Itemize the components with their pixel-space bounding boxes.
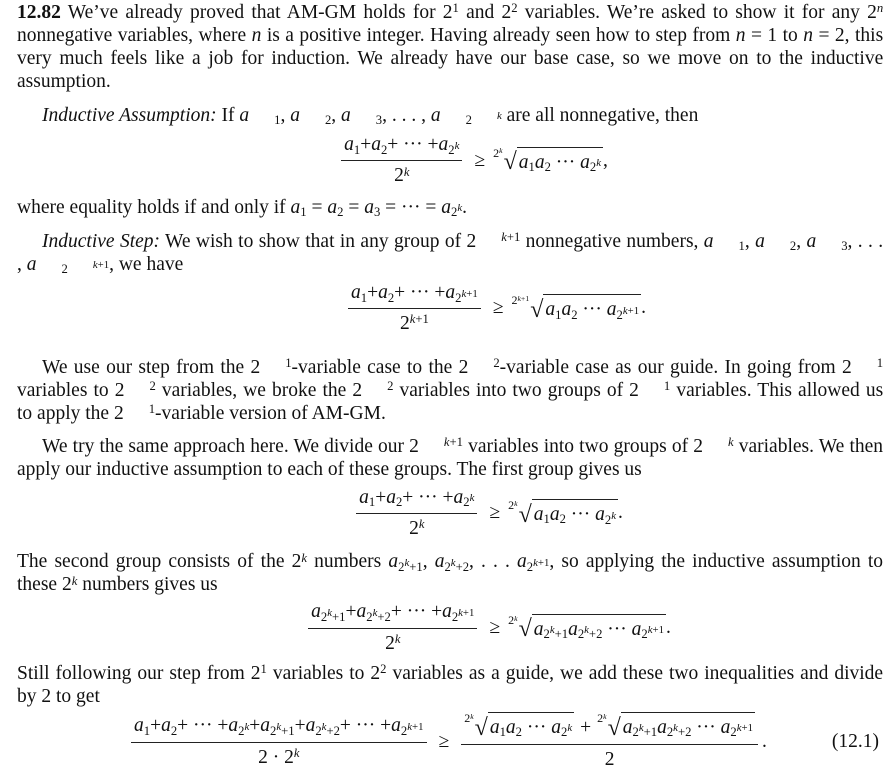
fraction <box>308 600 477 655</box>
superscript: 1 <box>148 401 156 416</box>
root-index: 2$^k$ <box>493 145 503 160</box>
superscript: k+1 <box>407 721 424 733</box>
superscript: k+1 <box>409 312 429 327</box>
subscript: 2k <box>463 492 475 510</box>
radicand: $a_1a_2$ ··· $a_{2^k}$ <box>488 712 574 739</box>
subscript: 3 <box>373 204 381 219</box>
numerator <box>461 712 758 743</box>
subscript: 1 <box>274 113 281 128</box>
root-index: 2$^k$ <box>508 498 518 513</box>
superscript: k <box>372 607 378 620</box>
subscript: 2 <box>387 290 395 305</box>
relation: ≥ <box>489 617 501 639</box>
denominator: $2^{k+1}$ <box>348 308 481 335</box>
paragraph-inductive-assumption: Inductive Assumption: If a $_1$, a $_2$, a $_3$, . . . , a $_{2 ^k}$ are all nonnegative, then <box>42 105 699 128</box>
superscript: k+1 <box>501 230 521 245</box>
nth-root-second <box>597 712 755 739</box>
numerator: a $_1$ + a $_2$ + ··· + a $_{2^k}$ + a $_{2^k +1}$ + a $_{2^k +2}$ + ··· + a $_{2^{k+1}}$ <box>134 715 424 738</box>
superscript: k+1 <box>92 259 110 272</box>
plus-sign: + <box>580 717 592 739</box>
superscript: 2 <box>493 355 500 370</box>
superscript: 1 <box>876 355 884 370</box>
numerator: a $_{2^k +1}$ + a $_{2^k +2}$ + ··· + a $_{2^{k+1}}$ <box>311 601 475 625</box>
subscript: 2 <box>515 725 522 740</box>
superscript: k <box>611 509 616 522</box>
fraction-lhs <box>131 714 427 769</box>
subscript: 1 <box>300 204 307 219</box>
subscript: 2k +2 <box>315 721 340 738</box>
paragraph-problem-intro: 12.82 We’ve already proved that AM-GM holds for $2^1$ and $2^2$ variables. We’re asked to show it for any 2$^n$ nonnegative variables, where n is a positive integer. Having already seen how to step from n = 1 to n = 2, this very much feels like a job for induction. We already have our base case, so we move on to the inductive assumption. <box>17 1 884 92</box>
superscript: k+1 <box>461 287 478 300</box>
superscript: k <box>514 498 518 508</box>
subscript: 2k+1 <box>400 721 424 738</box>
subscript: 2k <box>604 509 616 527</box>
superscript: k <box>457 202 463 215</box>
superscript: k <box>454 139 460 152</box>
superscript: k <box>496 110 502 123</box>
equation-12-1 <box>17 712 883 771</box>
paragraph-second-group: The second group consists of the 2$^k$ numbers $a_{2^k+1}$, $a_{2^k+2}$, . . . $a_{2^{k+1}}$, so applying the inductive assumption to these 2$^k$ numbers gives us <box>17 550 884 596</box>
subscript: 2k <box>448 139 460 157</box>
radicand: $a_1a_2$ ··· $a_{2^{k+1}}$ <box>543 294 641 321</box>
superscript: k <box>394 632 401 647</box>
subscript: 2k+1 <box>398 556 423 574</box>
subscript: 1 <box>738 238 745 253</box>
subscript: 2k+2 <box>577 624 603 642</box>
subscript: 2 <box>559 512 566 527</box>
subscript: 2k+1 <box>641 624 664 642</box>
denominator: 2 · 2$^k$ <box>131 742 427 769</box>
subscript: 2 <box>337 204 344 219</box>
superscript: 1 <box>260 662 267 677</box>
subscript: 2k+2 <box>444 556 470 574</box>
paragraph-inductive-step: Inductive Step: We wish to show that in any group of 2 $^{k+1}$ nonnegative numbers, a $_1$, a $_2$, a $_3$, . . . , a $_{2 ^{k+1}}$, we have <box>17 230 884 276</box>
superscript: k <box>596 157 601 169</box>
radicand: $a_{2^k+1}a_{2^k+2}$ ··· $a_{2^{k+1}}$ <box>532 614 666 641</box>
root-index: 2$^k$ <box>464 711 474 726</box>
equation-number: (12.1) <box>831 730 879 752</box>
paragraph-equality-condition: where equality holds if and only if $a_1 = a_2 = a_3$ = ··· = $a_{2^k}$. <box>17 196 468 219</box>
subscript: 1 <box>368 495 376 510</box>
paragraph-add-inequalities: Still following our step from $2^1$ variables to $2^2$ variables as a guide, we add these two inequalities and divide by 2 to get <box>17 662 884 708</box>
radicand: $a_1a_2$ ··· $a_{2^k}$ <box>517 147 603 174</box>
superscript: k <box>450 556 456 569</box>
equation-second-group <box>92 600 883 655</box>
nth-root <box>508 499 618 526</box>
superscript: k <box>327 607 333 620</box>
superscript: 1 <box>285 355 292 370</box>
radical-sign-icon: √ <box>503 149 517 176</box>
subscript: 2 <box>544 159 551 174</box>
superscript: k <box>403 164 410 179</box>
numerator: a $_1$ + a $_2$ + ··· + a $_{2^k}$ <box>344 134 460 157</box>
superscript: k+1 <box>647 624 664 637</box>
superscript: k+1 <box>443 434 463 449</box>
subscript: 2k+1 <box>730 722 753 740</box>
numerator: a $_1$ + a $_2$ + ··· + a $_{2^{k+1}}$ <box>351 281 478 305</box>
superscript: 2 <box>387 378 394 393</box>
fraction <box>356 486 477 541</box>
subscript: 2k+1 <box>451 607 475 625</box>
superscript: k <box>71 573 78 588</box>
subscript: 2k+1 <box>632 722 658 740</box>
nth-root <box>511 294 641 321</box>
subscript: 2 <box>571 307 578 322</box>
radicand: $a_1a_2$ ··· $a_{2^k}$ <box>532 499 618 526</box>
radical-sign-icon: √ <box>518 616 532 643</box>
radicand: $a_{2^k+1}a_{2^k+2}$ ··· $a_{2^{k+1}}$ <box>621 712 755 739</box>
subscript: 2 k+1 <box>61 259 110 276</box>
subscript: 3 <box>841 238 848 253</box>
relation: ≥ <box>489 502 501 524</box>
superscript: k <box>567 722 573 735</box>
subscript: 2 <box>324 113 332 128</box>
radical-sign-icon: √ <box>607 714 621 741</box>
superscript: k <box>418 517 425 532</box>
nth-root-first <box>464 712 574 739</box>
numerator: a $_1$ + a $_2$ + ··· + a $_{2^k}$ <box>359 486 475 510</box>
equation-inductive-assumption <box>62 133 883 188</box>
denominator: 2$^k$ <box>308 628 477 655</box>
subscript: 2 k <box>465 110 502 128</box>
superscript: 1 <box>452 1 459 16</box>
superscript: k+1 <box>533 556 550 569</box>
subscript: 2k+2 <box>666 722 692 740</box>
subscript: 1 <box>555 307 562 322</box>
radical-sign-icon: √ <box>474 714 488 741</box>
superscript: k <box>276 721 282 733</box>
superscript: k <box>321 721 327 733</box>
subscript: 3 <box>375 113 383 128</box>
superscript: k <box>499 146 503 156</box>
emphasis-label: Inductive Step: <box>42 230 161 252</box>
superscript: k <box>404 556 410 569</box>
superscript: k <box>514 613 518 623</box>
relation: ≥ <box>474 149 486 171</box>
superscript: k <box>549 624 555 637</box>
superscript: k+1 <box>517 293 530 303</box>
fraction-rhs <box>461 712 758 771</box>
subscript: 2 <box>170 723 178 738</box>
subscript: 2k+1 <box>543 624 569 642</box>
equation-inductive-step <box>107 281 883 336</box>
punctuation: . <box>618 502 623 524</box>
superscript: k <box>638 722 644 735</box>
superscript: k <box>603 711 607 721</box>
denominator: 2 <box>461 744 758 771</box>
denominator: 2$^k$ <box>341 160 462 187</box>
subscript: 1 <box>499 725 506 740</box>
subscript: 2 <box>789 238 797 253</box>
radical-sign-icon: √ <box>530 296 544 323</box>
punctuation: , <box>603 149 608 171</box>
equation-first-group <box>92 486 883 541</box>
superscript: k+1 <box>736 722 753 735</box>
subscript: 2k <box>451 202 463 219</box>
superscript: 2 <box>149 378 156 393</box>
superscript: k <box>470 711 474 721</box>
subscript: 2k +1 <box>320 607 346 625</box>
subscript: 1 <box>528 159 535 174</box>
nth-root <box>493 147 603 174</box>
superscript: k <box>673 722 678 735</box>
superscript: k <box>301 550 307 565</box>
subscript: 2 <box>395 495 403 510</box>
subscript: 2k+1 <box>455 287 478 305</box>
superscript: k <box>584 624 589 637</box>
root-index: 2$^k$ <box>508 613 518 628</box>
paragraph-same-approach: We try the same approach here. We divide our 2 $^{k+1}$ variables into two groups of 2 $^k$ variables. We then apply our inductive assumption to each of these groups. The first group gives us <box>17 434 884 480</box>
subscript: 2k+1 <box>526 556 550 574</box>
superscript: 1 <box>663 378 671 393</box>
subscript: 1 <box>543 512 550 527</box>
subscript: 2k <box>589 157 601 174</box>
superscript: 2 <box>511 1 518 16</box>
paragraph-approach: We use our step from the 2 $^1$-variable case to the 2 $^2$-variable case as our guide. In going from 2 $^1$ variables to 2 $^2$ variables, we broke the 2 $^2$ variables into two groups of 2 $^1$ variables. This allowed us to apply the 2 $^1$-variable version of AM-GM. <box>17 355 884 424</box>
fraction <box>341 133 462 188</box>
punctuation: . <box>761 730 767 752</box>
superscript: k+1 <box>458 607 475 620</box>
subscript: 2k <box>238 721 250 738</box>
subscript: 2k+1 <box>616 304 640 322</box>
superscript: k <box>244 721 250 733</box>
superscript: k <box>727 434 734 449</box>
nth-root <box>508 614 666 641</box>
problem-number: 12.82 <box>17 2 61 23</box>
relation: ≥ <box>492 297 504 319</box>
superscript: 2 <box>380 662 387 677</box>
relation: ≥ <box>438 730 450 752</box>
subscript: 2 <box>380 142 388 157</box>
fraction <box>348 281 481 336</box>
root-index: $2^{k+1}$ <box>511 293 530 308</box>
subscript: 1 <box>360 290 368 305</box>
subscript: 1 <box>143 723 151 738</box>
superscript: k <box>469 492 475 505</box>
subscript: 2k +1 <box>270 721 295 738</box>
subscript: 2k +2 <box>366 607 391 625</box>
radical-sign-icon: √ <box>518 501 532 528</box>
emphasis-label: Inductive Assumption: <box>42 105 217 126</box>
root-index: 2$^k$ <box>597 711 607 726</box>
superscript: n <box>876 1 884 16</box>
superscript: k+1 <box>622 304 640 317</box>
superscript: k <box>293 745 300 760</box>
punctuation: . <box>641 297 646 319</box>
subscript: 2k <box>561 722 573 740</box>
subscript: 1 <box>353 142 361 157</box>
denominator: 2$^k$ <box>356 513 477 540</box>
punctuation: . <box>665 617 671 639</box>
